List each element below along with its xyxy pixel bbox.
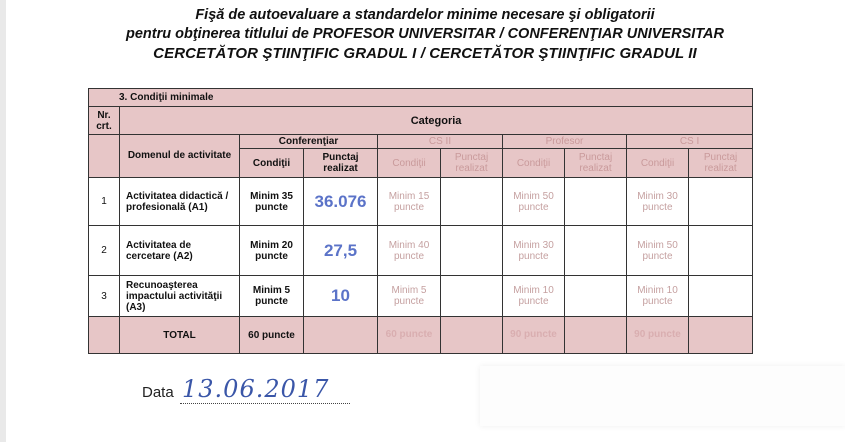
sub-points-prof: Punctaj realizat <box>565 149 627 178</box>
domain-header: Domenul de activitate <box>120 135 240 178</box>
row-domain: Recunoaşterea impactului activităţii (A3) <box>120 276 240 317</box>
sub-points-csi: Punctaj realizat <box>689 149 753 178</box>
date-label: Data <box>142 384 174 401</box>
sub-conditions-csii: Condiţii <box>378 149 441 178</box>
header-line-3: CERCETĂTOR ŞTIINŢIFIC GRADUL I / CERCETĂTOR ŞTIINŢIFIC GRADUL II <box>153 45 697 62</box>
handwritten-date: 13.06.2017 <box>182 375 330 403</box>
page-edge <box>0 0 6 442</box>
row-domain: Activitatea didactică / profesională (A1) <box>120 178 240 226</box>
csii-points <box>441 178 503 226</box>
csi-condition: Minim 50 puncte <box>627 226 689 276</box>
date-line <box>180 403 350 404</box>
sub-points-conf: Punctaj realizat <box>304 149 378 178</box>
table-row <box>89 178 753 226</box>
total-prof-points <box>565 317 627 354</box>
csi-condition: Minim 10 puncte <box>627 276 689 317</box>
header-line-1: Fişă de autoevaluare a standardelor minime necesare şi obligatorii <box>195 7 655 23</box>
nr-header: Nr. crt. <box>89 107 120 135</box>
group-cs-ii: CS II <box>378 135 503 149</box>
prof-points <box>565 276 627 317</box>
section-title: 3. Condiţii minimale <box>89 89 753 107</box>
conf-condition: Minim 5 puncte <box>240 276 304 317</box>
total-conf: 60 puncte <box>240 317 304 354</box>
sub-points-csii: Punctaj realizat <box>441 149 503 178</box>
row-number: 3 <box>89 276 120 317</box>
csi-points <box>689 276 753 317</box>
csii-points <box>441 276 503 317</box>
csi-points <box>689 226 753 276</box>
category-header: Categoria <box>120 107 753 135</box>
csii-condition: Minim 15 puncte <box>378 178 441 226</box>
total-csii-points <box>441 317 503 354</box>
conf-points: 27,5 <box>304 226 378 276</box>
prof-condition: Minim 10 puncte <box>503 276 565 317</box>
csii-points <box>441 226 503 276</box>
table-row <box>89 276 753 317</box>
prof-condition: Minim 50 puncte <box>503 178 565 226</box>
csii-condition: Minim 5 puncte <box>378 276 441 317</box>
signature-area <box>480 366 845 426</box>
csi-points <box>689 178 753 226</box>
nr-header-blank <box>89 135 120 178</box>
conf-condition: Minim 20 puncte <box>240 226 304 276</box>
header-line-2: pentru obţinerea titlului de PROFESOR UNIVERSITAR / CONFERENŢIAR UNIVERSITAR <box>125 26 725 42</box>
csii-condition: Minim 40 puncte <box>378 226 441 276</box>
total-prof: 90 puncte <box>503 317 565 354</box>
row-number: 1 <box>89 178 120 226</box>
total-blank <box>89 317 120 354</box>
sub-conditions-prof: Condiţii <box>503 149 565 178</box>
group-conferentiar: Conferenţiar <box>240 135 378 149</box>
total-csi: 90 puncte <box>627 317 689 354</box>
total-row <box>89 317 753 354</box>
row-domain: Activitatea de cercetare (A2) <box>120 226 240 276</box>
prof-condition: Minim 30 puncte <box>503 226 565 276</box>
prof-points <box>565 226 627 276</box>
table-row <box>89 226 753 276</box>
total-csi-points <box>689 317 753 354</box>
sub-conditions-csi: Condiţii <box>627 149 689 178</box>
group-profesor: Profesor <box>503 135 627 149</box>
minimum-conditions-table <box>88 88 753 354</box>
total-csii: 60 puncte <box>378 317 441 354</box>
conf-condition: Minim 35 puncte <box>240 178 304 226</box>
csi-condition: Minim 30 puncte <box>627 178 689 226</box>
conf-points: 10 <box>304 276 378 317</box>
total-conf-points <box>304 317 378 354</box>
total-label: TOTAL <box>120 317 240 354</box>
conf-points: 36.076 <box>304 178 378 226</box>
sub-conditions-conf: Condiţii <box>240 149 304 178</box>
document-header <box>90 6 760 63</box>
prof-points <box>565 178 627 226</box>
row-number: 2 <box>89 226 120 276</box>
group-cs-i: CS I <box>627 135 753 149</box>
